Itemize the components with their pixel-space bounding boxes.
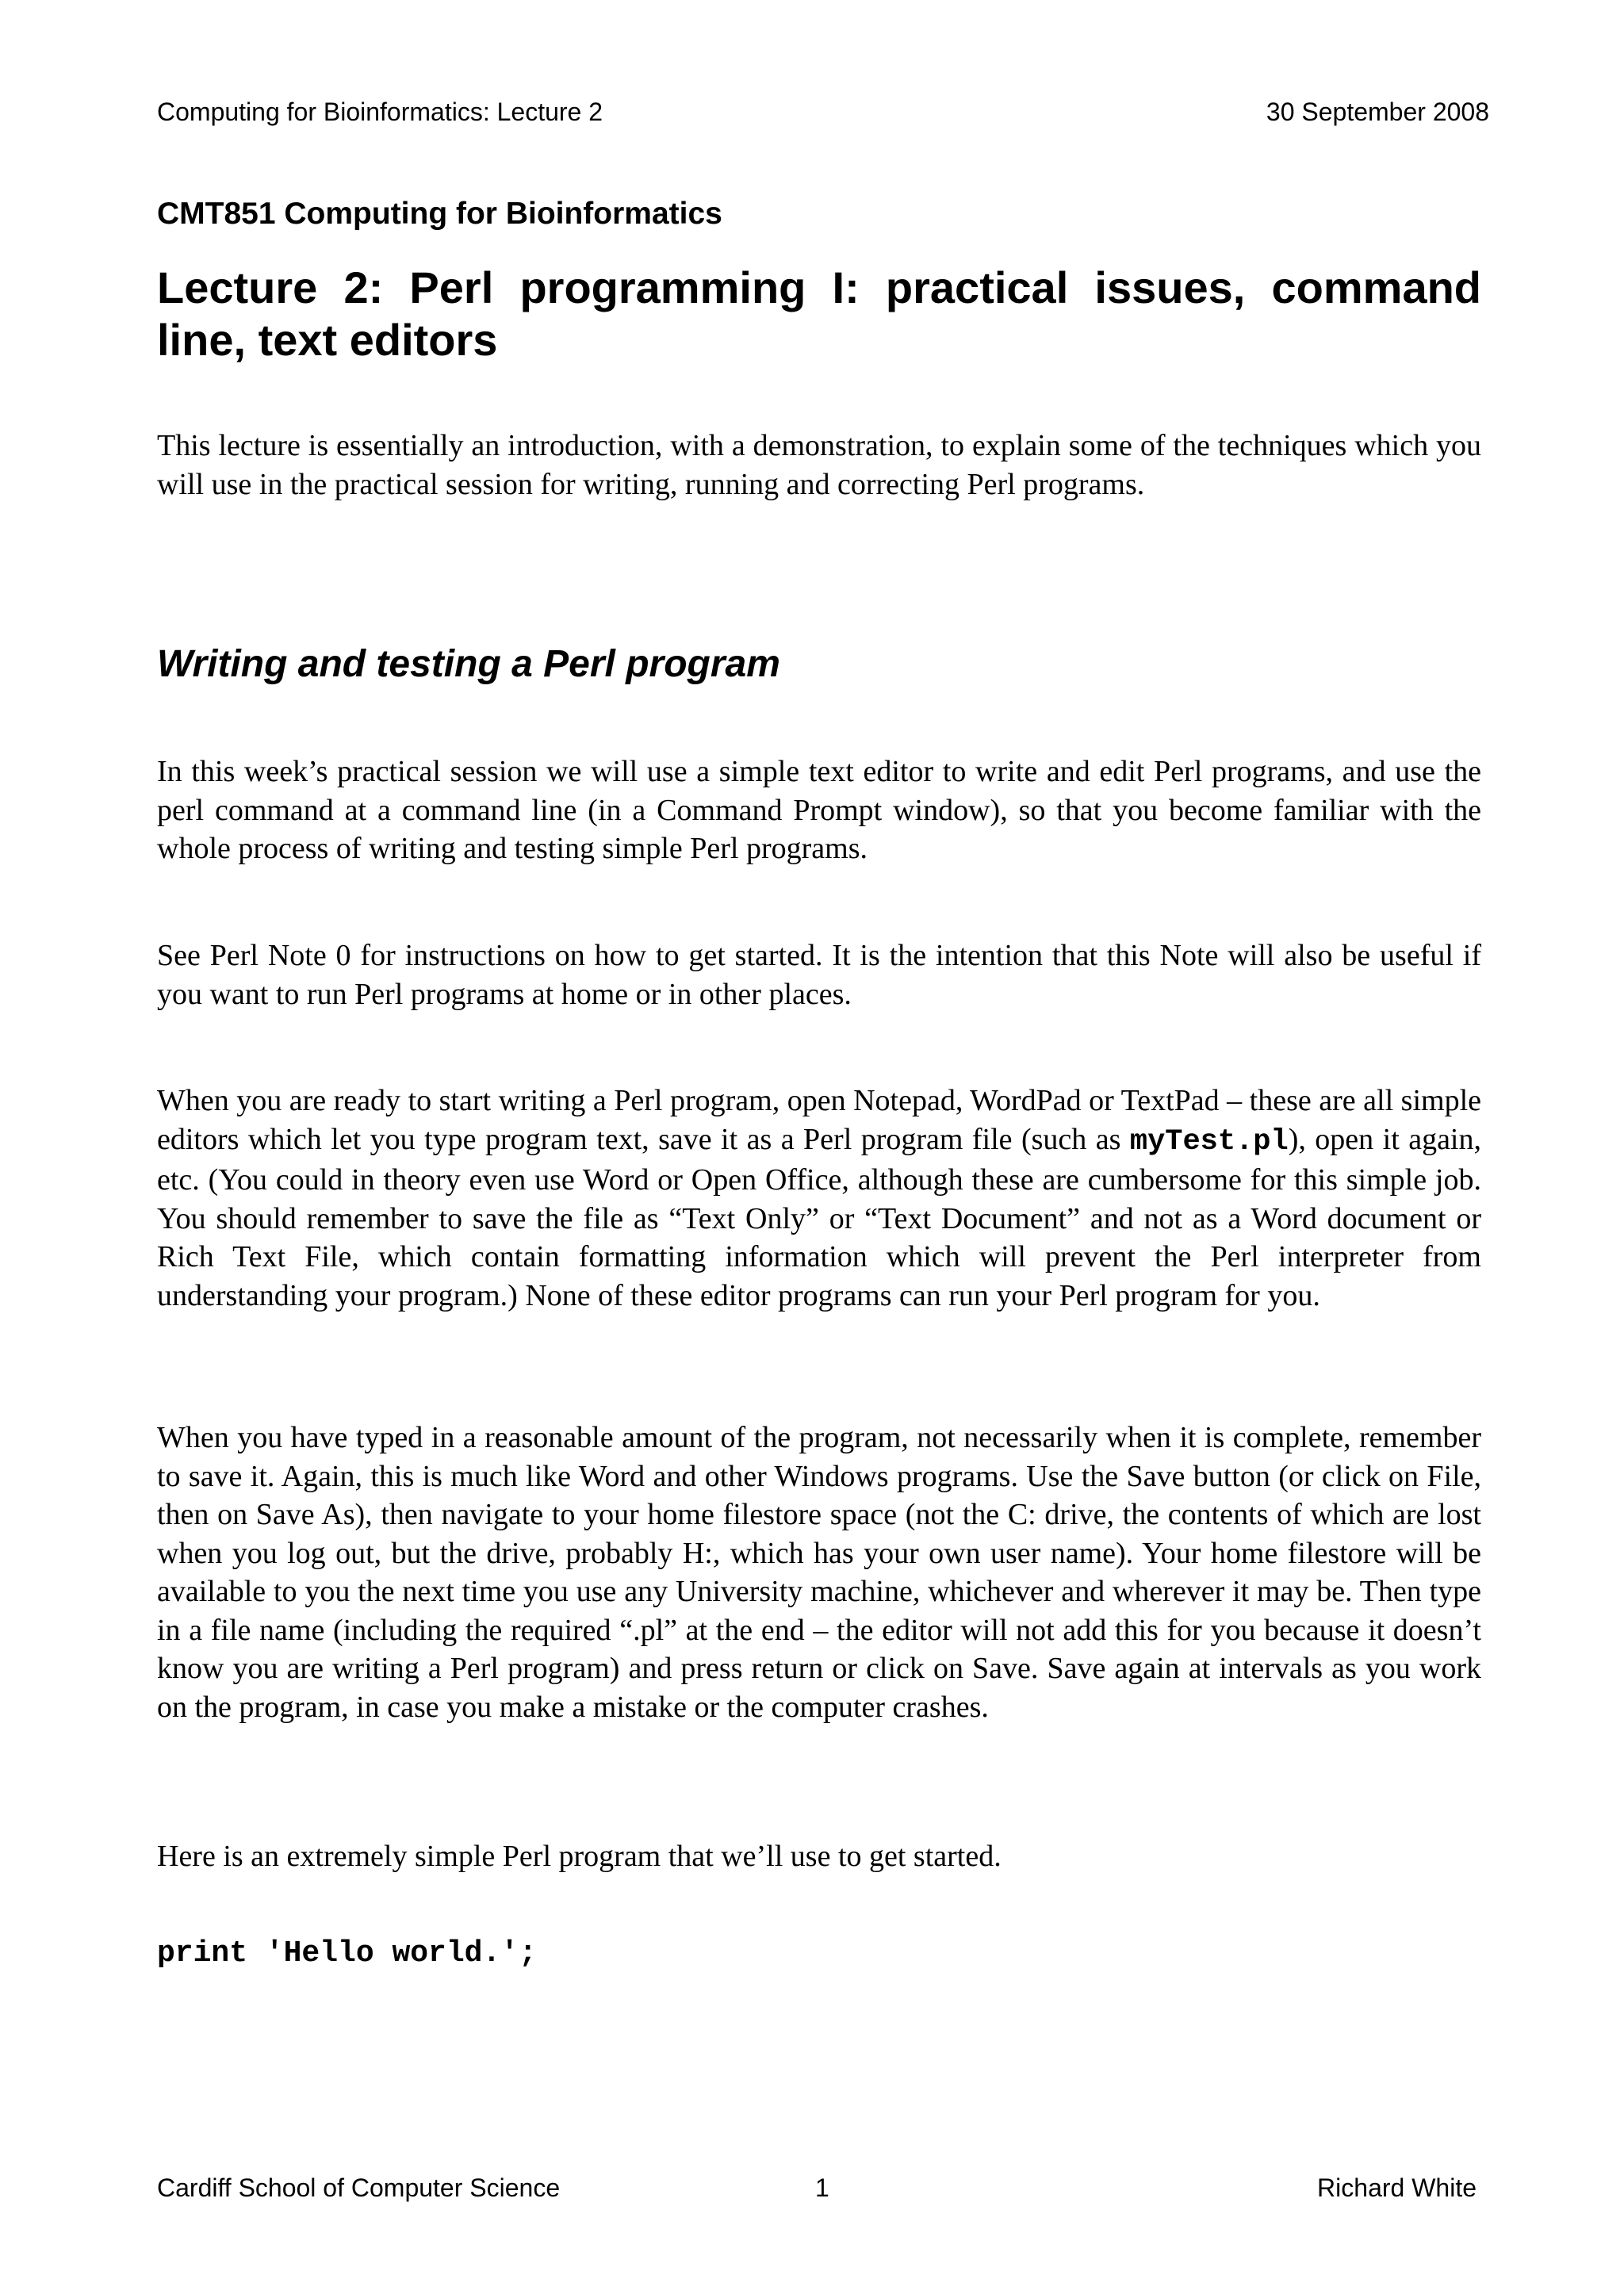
course-title: CMT851 Computing for Bioinformatics — [157, 197, 722, 231]
footer-school: Cardiff School of Computer Science — [157, 2173, 561, 2202]
running-header-date: 30 September 2008 — [1266, 98, 1489, 126]
section-heading: Writing and testing a Perl program — [157, 643, 780, 685]
paragraph-example-intro: Here is an extremely simple Perl program that we’ll use to get started. — [157, 1840, 1002, 1873]
editors-text-after: ), open it again, etc. (You could in theory even use Word or Open Office, although these are cumbersome for this simple job. You should remember to save the file as “Text Only” or “Text Document” and not as a Word document or Rich Text File, which contain formatting information which will prevent the Perl interpreter from understanding your program.) None of these editor programs can run your Perl program for you. — [157, 1122, 1481, 1312]
page-number: 1 — [815, 2173, 829, 2202]
footer-author: Richard White — [1317, 2173, 1477, 2202]
intro-paragraph: This lecture is essentially an introduction, with a demonstration, to explain some of the techniques which you will use in the practical session for writing, running and correcting Perl programs. — [157, 429, 1481, 501]
code-example: print 'Hello world.'; — [157, 1936, 537, 1970]
paragraph-saving: When you have typed in a reasonable amount of the program, not necessarily when it is complete, remember to save it. Again, this is much like Word and other Windows programs. Use the Save button (or click on File, then on Save As), then navigate to your home filestore space (not the C: drive, the contents of which are lost when you log out, but the drive, probably H:, which has your own user name). Your home filestore will be available to you the next time you use any University machine, whichever and wherever it may be. Then type in a file name (including the required “.pl” at the end – the editor will not add this for you because it doesn’t know you are writing a Perl program) and press return or click on Save. Save again at intervals as you work on the program, in case you make a mistake or the computer crashes. — [157, 1421, 1481, 1724]
filename-code: myTest.pl — [1129, 1124, 1289, 1158]
paragraph-editors — [157, 1082, 1481, 1315]
lecture-title: Lecture 2: Perl programming I: practical issues, command line, text editors — [157, 262, 1481, 365]
editors-text-before: When you are ready to start writing a Perl program, open Notepad, WordPad or TextPad – these are all simple editors which let you type program text, save it as a Perl program file (such as — [157, 1084, 1481, 1156]
paragraph-perl-note: See Perl Note 0 for instructions on how to get started. It is the intention that this Note will also be useful if you want to run Perl programs at home or in other places. — [157, 939, 1481, 1011]
paragraph-practical-session: In this week’s practical session we will use a simple text editor to write and edit Perl programs, and use the perl command at a command line (in a Command Prompt window), so that you become familiar with the whole process of writing and testing simple Perl programs. — [157, 755, 1481, 865]
running-header-title: Computing for Bioinformatics: Lecture 2 — [157, 98, 603, 126]
